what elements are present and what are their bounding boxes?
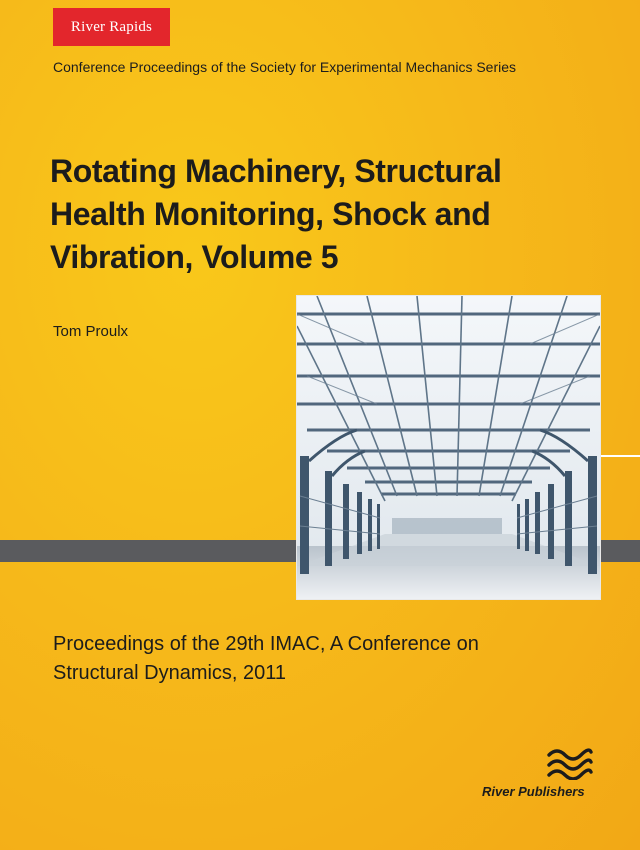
- title-line-3: Vibration, Volume 5: [50, 239, 339, 275]
- subtitle-line-2: Structural Dynamics, 2011: [53, 662, 287, 684]
- book-subtitle: [53, 630, 573, 688]
- title-line-2: Health Monitoring, Shock and: [50, 196, 491, 232]
- book-title: [50, 150, 620, 279]
- steel-frame-warehouse-photo: [296, 295, 601, 600]
- decorative-line: [598, 455, 640, 457]
- series-title: Conference Proceedings of the Society for Experimental Mechanics Series: [53, 59, 517, 75]
- publisher-name: River Publishers: [482, 784, 585, 799]
- brand-label: River Rapids: [70, 18, 153, 35]
- publisher-logo: [482, 746, 598, 802]
- river-waves-icon: [546, 746, 594, 780]
- river-rapids-badge: [53, 8, 170, 46]
- author-name: Tom Proulx: [53, 323, 129, 340]
- title-line-1: Rotating Machinery, Structural: [50, 153, 502, 189]
- subtitle-line-1: Proceedings of the 29th IMAC, A Conference on: [53, 633, 479, 655]
